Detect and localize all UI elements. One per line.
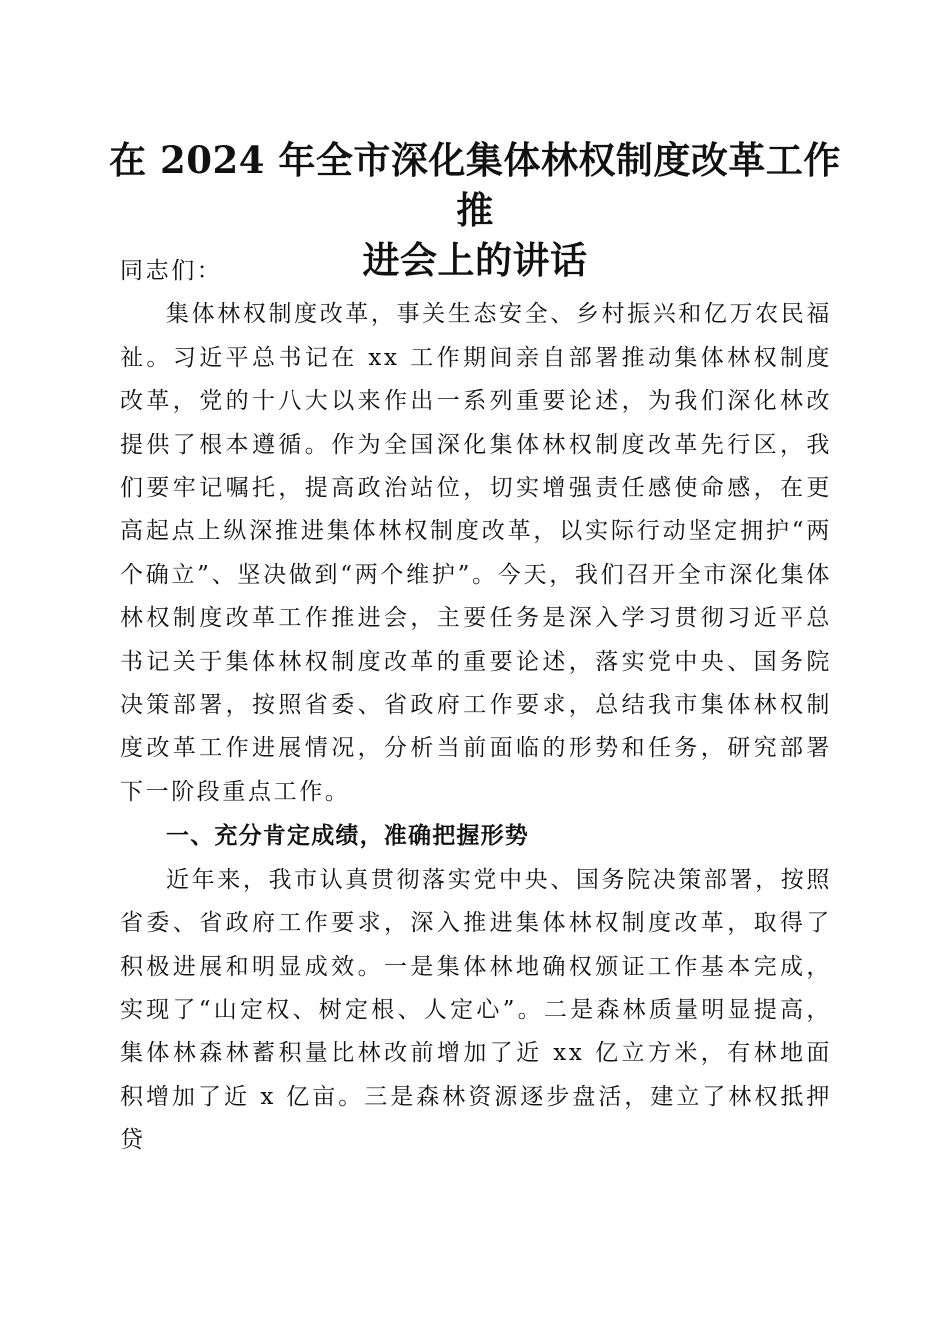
document-title-line-1: 在 2024 年全市深化集体林权制度改革工作推 bbox=[109, 138, 841, 232]
salutation: 同志们： bbox=[120, 258, 223, 284]
document-title-line-2: 进会上的讲话 bbox=[362, 238, 588, 282]
document-body bbox=[120, 250, 832, 1163]
paragraph-section-1: 近年来，我市认真贯彻落实党中央、国务院决策部署，按照省委、省政府工作要求，深入推进集体林权制度改革，取得了积极进展和明显成效。一是集体林地确权颁证工作基本完成，实现了“山定权、树定根、人定心”。二是森林质量明显提高，集体林森林蓄积量比林改前增加了近 xx 亿立方米，有林地面积增加了近 x 亿亩。三是森林资源逐步盘活，建立了林权抵押贷 bbox=[120, 866, 832, 1154]
paragraph-intro: 集体林权制度改革，事关生态安全、乡村振兴和亿万农民福祉。习近平总书记在 xx 工作期间亲自部署推动集体林权制度改革，党的十八大以来作出一系列重要论述，为我们深化林改提供了根本遵循。作为全国深化集体林权制度改革先行区，我们要牢记嘱托，提高政治站位，切实增强责任感使命感，在更高起点上纵深推进集体林权制度改革，以实际行动坚定拥护“两个确立”、坚决做到“两个维护”。今天，我们召开全市深化集体林权制度改革工作推进会，主要任务是深入学习贯彻习近平总书记关于集体林权制度改革的重要论述，落实党中央、国务院决策部署，按照省委、省政府工作要求，总结我市集体林权制度改革工作进展情况，分析当前面临的形势和任务，研究部署下一阶段重点工作。 bbox=[120, 301, 832, 805]
section-heading-1: 一、充分肯定成绩，准确把握形势 bbox=[166, 823, 529, 850]
